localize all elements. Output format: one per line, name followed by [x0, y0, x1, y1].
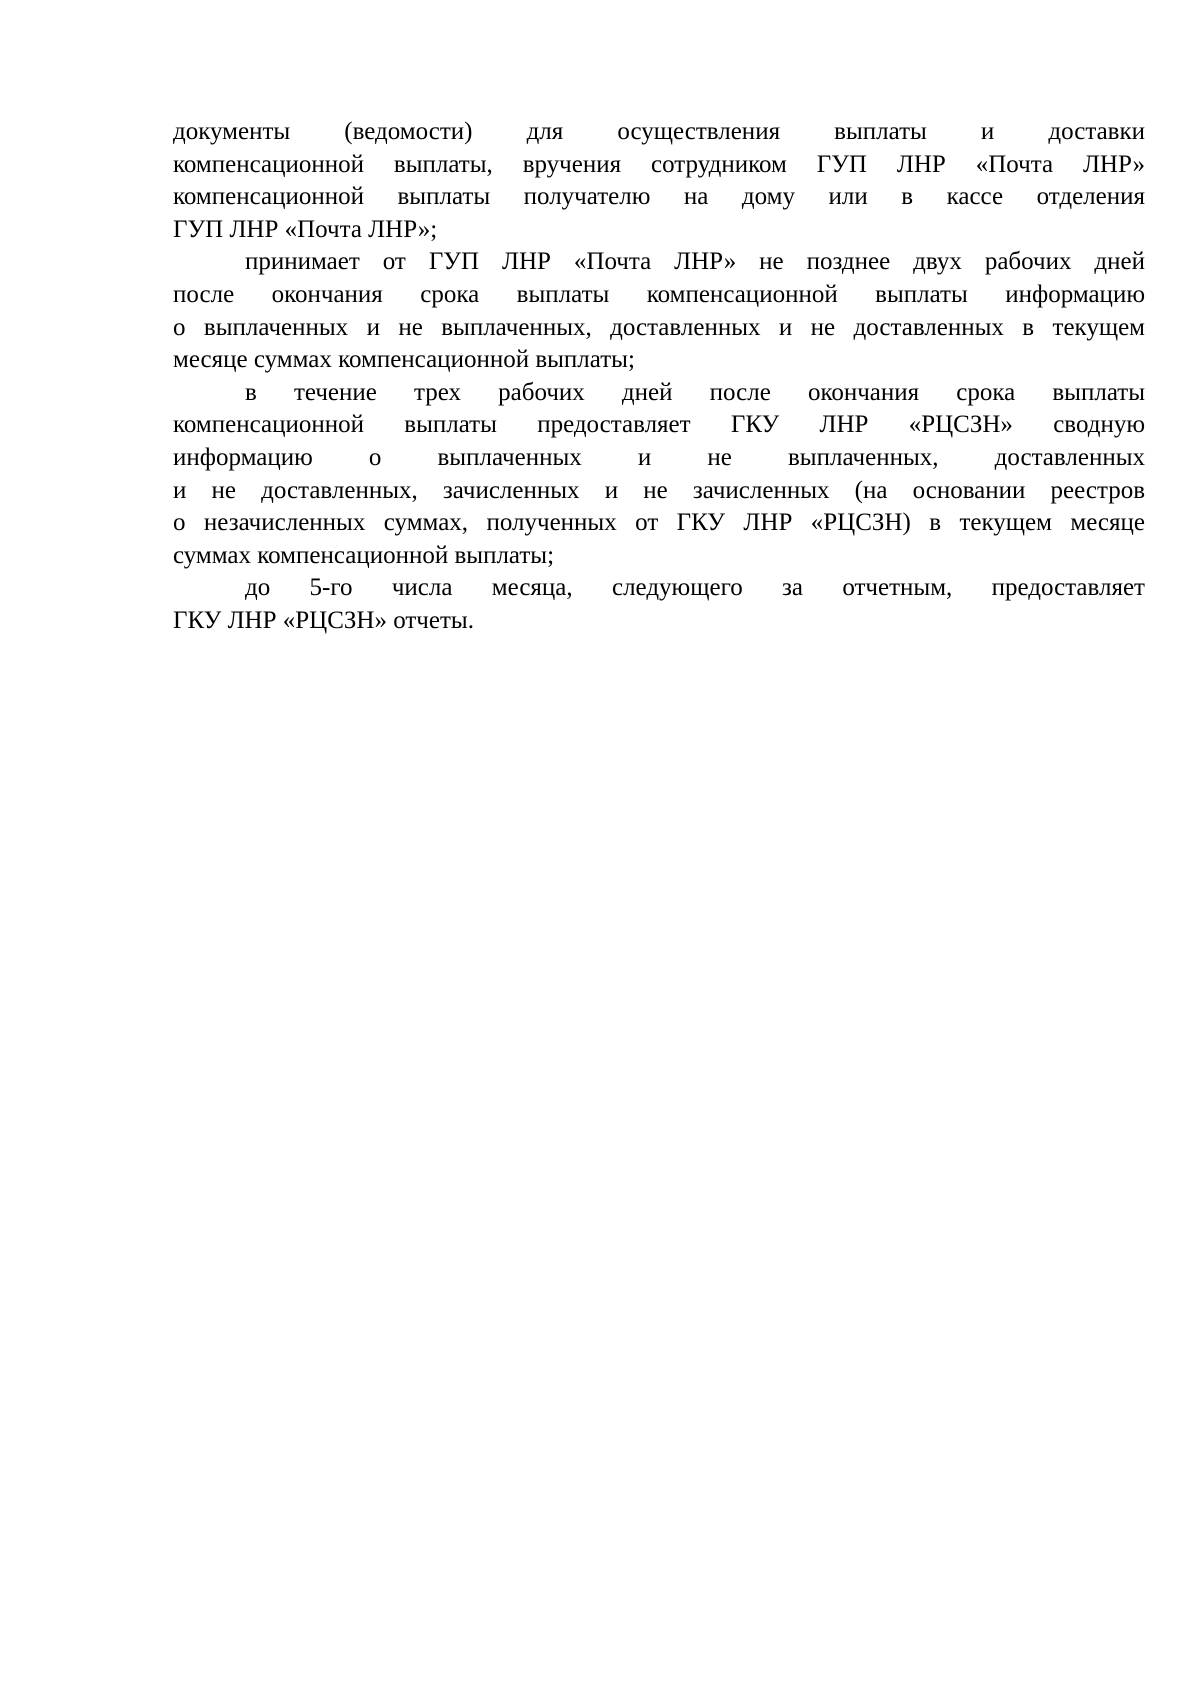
text-line: месяце суммах компенсационной выплаты;	[173, 346, 635, 374]
text-line: компенсационной выплаты предоставляет ГКУ ЛНР «РЦСЗН» сводную	[173, 411, 1145, 439]
text-line: после окончания срока выплаты компенсационной выплаты информацию	[173, 280, 1145, 308]
paragraph-summary-information	[173, 377, 1145, 573]
paragraph-payment-documents	[173, 116, 1145, 246]
text-line: о незачисленных суммах, полученных от ГКУ ЛНР «РЦСЗН) в текущем месяце	[173, 509, 1145, 537]
text-line: ГКУ ЛНР «РЦСЗН» отчеты.	[173, 606, 474, 634]
text-line: и не доставленных, зачисленных и не зачисленных (на основании реестров	[173, 476, 1145, 504]
paragraph-reports	[173, 572, 1145, 637]
text-line: в течение трех рабочих дней после окончания срока выплаты	[245, 378, 1145, 406]
text-line: ГУП ЛНР «Почта ЛНР»;	[173, 215, 438, 243]
text-line: компенсационной выплаты получателю на дому или в кассе отделения	[173, 183, 1145, 211]
text-line: суммах компенсационной выплаты;	[173, 541, 555, 569]
text-line: документы (ведомости) для осуществления выплаты и доставки	[173, 118, 1145, 145]
text-line: информацию о выплаченных и не выплаченных, доставленных	[173, 443, 1145, 471]
paragraph-accepts-information	[173, 246, 1145, 376]
document-body	[173, 116, 1145, 638]
text-line: компенсационной выплаты, вручения сотрудником ГУП ЛНР «Почта ЛНР»	[173, 150, 1145, 178]
text-line: до 5-го числа месяца, следующего за отчетным, предоставляет	[245, 574, 1145, 602]
text-line: о выплаченных и не выплаченных, доставленных и не доставленных в текущем	[173, 313, 1145, 341]
text-line: принимает от ГУП ЛНР «Почта ЛНР» не позднее двух рабочих дней	[245, 248, 1145, 276]
